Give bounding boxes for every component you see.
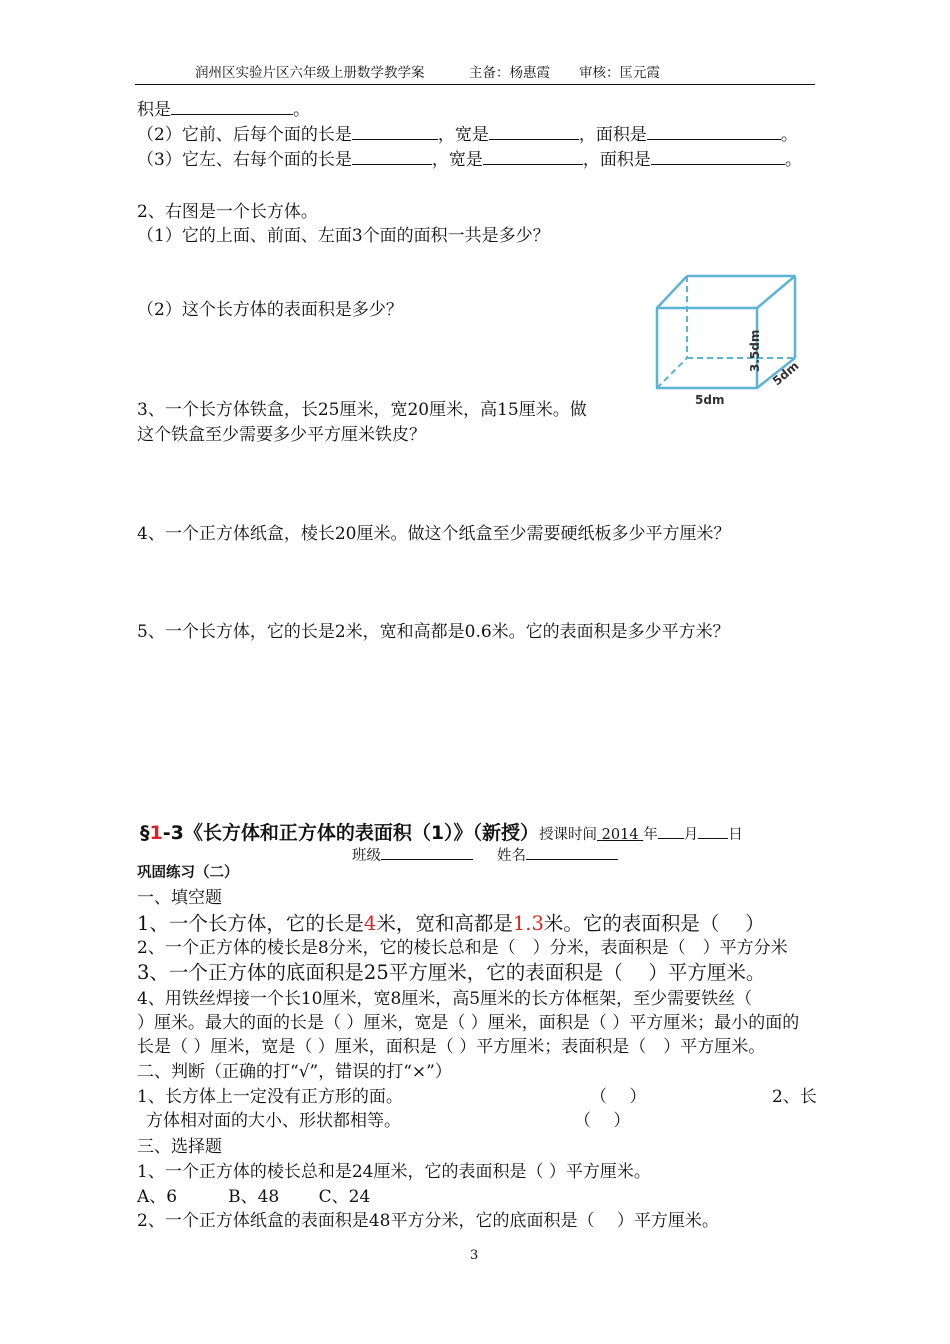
text: 米。它的表面积是（ ） — [543, 912, 765, 935]
text: ，面积是 — [582, 150, 651, 170]
hidden-depth-edge — [657, 358, 687, 388]
judge-question-2-start: 2、长 — [772, 1087, 817, 1107]
judge-1-answer[interactable]: （ ） — [590, 1087, 647, 1107]
question-3-line — [137, 148, 802, 171]
choice-question-2: 2、一个正方体纸盒的表面积是48平方分米，它的底面积是（ ）平方厘米。 — [137, 1211, 719, 1231]
name-label: 姓名 — [497, 848, 526, 864]
text: ，宽是 — [437, 125, 489, 145]
problem-3-line-2: 这个铁盒至少需要多少平方厘米铁皮？ — [137, 425, 426, 445]
text: 。 — [780, 125, 798, 145]
answer-blank[interactable] — [647, 123, 781, 140]
lesson-title: -3《长方体和正方体的表面积（1）》（新授） — [162, 822, 540, 844]
highlight-number: 1.3 — [512, 912, 544, 935]
month-unit: 月 — [683, 827, 699, 843]
section-mark: § — [140, 822, 150, 844]
cuboid-figure — [645, 262, 815, 412]
fill-question-1 — [137, 911, 765, 937]
class-name-line — [352, 845, 618, 867]
answer-blank[interactable] — [352, 148, 432, 165]
text: 积是 — [137, 100, 171, 120]
judge-2-answer[interactable]: （ ） — [574, 1111, 631, 1131]
class-blank[interactable] — [381, 845, 473, 860]
year-value — [597, 827, 643, 843]
day-blank[interactable] — [698, 824, 728, 839]
height-label: 3.5dm — [748, 329, 762, 372]
choice-options[interactable]: A、6 B、48 C、24 — [137, 1187, 371, 1207]
time-label: 授课时间 — [539, 827, 598, 843]
text: （2）它前、后每个面的长是 — [137, 125, 352, 145]
header-title: 润州区实验片区六年级上册数学教学案 — [195, 65, 425, 81]
month-blank[interactable] — [658, 824, 684, 839]
name-blank[interactable] — [526, 845, 618, 860]
question-2-line — [137, 123, 798, 146]
year-text: 2014 — [601, 827, 639, 843]
answer-blank[interactable] — [651, 148, 785, 165]
judge-question-2: 方体相对面的大小、形状都相等。 — [146, 1111, 401, 1131]
text: ，宽是 — [431, 150, 483, 170]
fill-question-4-line-3: 长是（ ）厘米，宽是（ ）厘米，面积是（ ）平方厘米；表面积是（ ）平方厘米。 — [137, 1037, 766, 1057]
lesson-title-line — [140, 820, 743, 848]
top-left-edge — [657, 276, 687, 308]
part-2-heading: 二、判断（正确的打“√”，错误的打“×”） — [137, 1062, 452, 1082]
text: 1、一个长方体，它的长是 — [137, 912, 364, 935]
text: （3）它左、右每个面的长是 — [137, 150, 352, 170]
fill-question-4-line-2: ）厘米。最大的面的长是（ ）厘米，宽是（ ）厘米，面积是（ ）平方厘米；最小的面的 — [137, 1013, 800, 1033]
class-label: 班级 — [352, 848, 381, 864]
fill-question-3: 3、一个正方体的底面积是25平方厘米，它的表面积是（ ）平方厘米。 — [137, 961, 766, 984]
page-number: 3 — [470, 1248, 479, 1263]
text: 米，宽和高都是 — [376, 912, 513, 935]
fill-question-4-line-1: 4、用铁丝焊接一个长10厘米，宽8厘米，高5厘米的长方体框架，至少需要铁丝（ — [137, 989, 753, 1009]
choice-question-1: 1、一个正方体的棱长总和是24厘米，它的表面积是（ ）平方厘米。 — [137, 1162, 651, 1182]
day-unit: 日 — [728, 827, 743, 843]
problem-2-q1: （1）它的上面、前面、左面3个面的面积一共是多少？ — [137, 226, 550, 246]
header-reviewer: 审核：匡元霞 — [579, 65, 660, 81]
answer-blank[interactable] — [483, 148, 583, 165]
year-unit: 年 — [643, 827, 658, 843]
problem-3-line-1: 3、一个长方体铁盒，长25厘米，宽20厘米，高15厘米。做 — [137, 400, 587, 420]
problem-2-title: 2、右图是一个长方体。 — [137, 202, 318, 222]
problem-5: 5、一个长方体，它的长是2米，宽和高都是0.6米。它的表面积是多少平方米？ — [137, 622, 730, 642]
answer-blank[interactable] — [489, 123, 579, 140]
section-number: 1 — [149, 822, 163, 844]
top-line-0 — [137, 98, 310, 121]
text: 。 — [784, 150, 802, 170]
length-label: 5dm — [695, 393, 725, 407]
judge-question-1: 1、长方体上一定没有正方形的面。 — [137, 1087, 403, 1107]
part-1-heading: 一、填空题 — [137, 888, 222, 908]
highlight-number: 4 — [363, 912, 377, 935]
width-label: 5dm — [769, 358, 802, 389]
page-header — [135, 62, 815, 85]
front-face — [657, 308, 757, 388]
text: ，面积是 — [578, 125, 647, 145]
answer-blank[interactable] — [171, 98, 293, 115]
problem-4: 4、一个正方体纸盒，棱长20厘米。做这个纸盒至少需要硬纸板多少平方厘米？ — [137, 524, 731, 544]
fill-question-2: 2、一个正方体的棱长是8分米，它的棱长总和是（ ）分米，表面积是（ ）平方分米 — [137, 938, 788, 958]
part-3-heading: 三、选择题 — [137, 1137, 222, 1157]
top-right-edge — [757, 276, 795, 308]
answer-blank[interactable] — [352, 123, 438, 140]
header-author: 主备：杨惠霞 — [469, 65, 550, 81]
problem-2-q2: （2）这个长方体的表面积是多少？ — [137, 300, 403, 320]
text: 。 — [293, 100, 310, 120]
practice-title: 巩固练习（二） — [137, 864, 239, 881]
